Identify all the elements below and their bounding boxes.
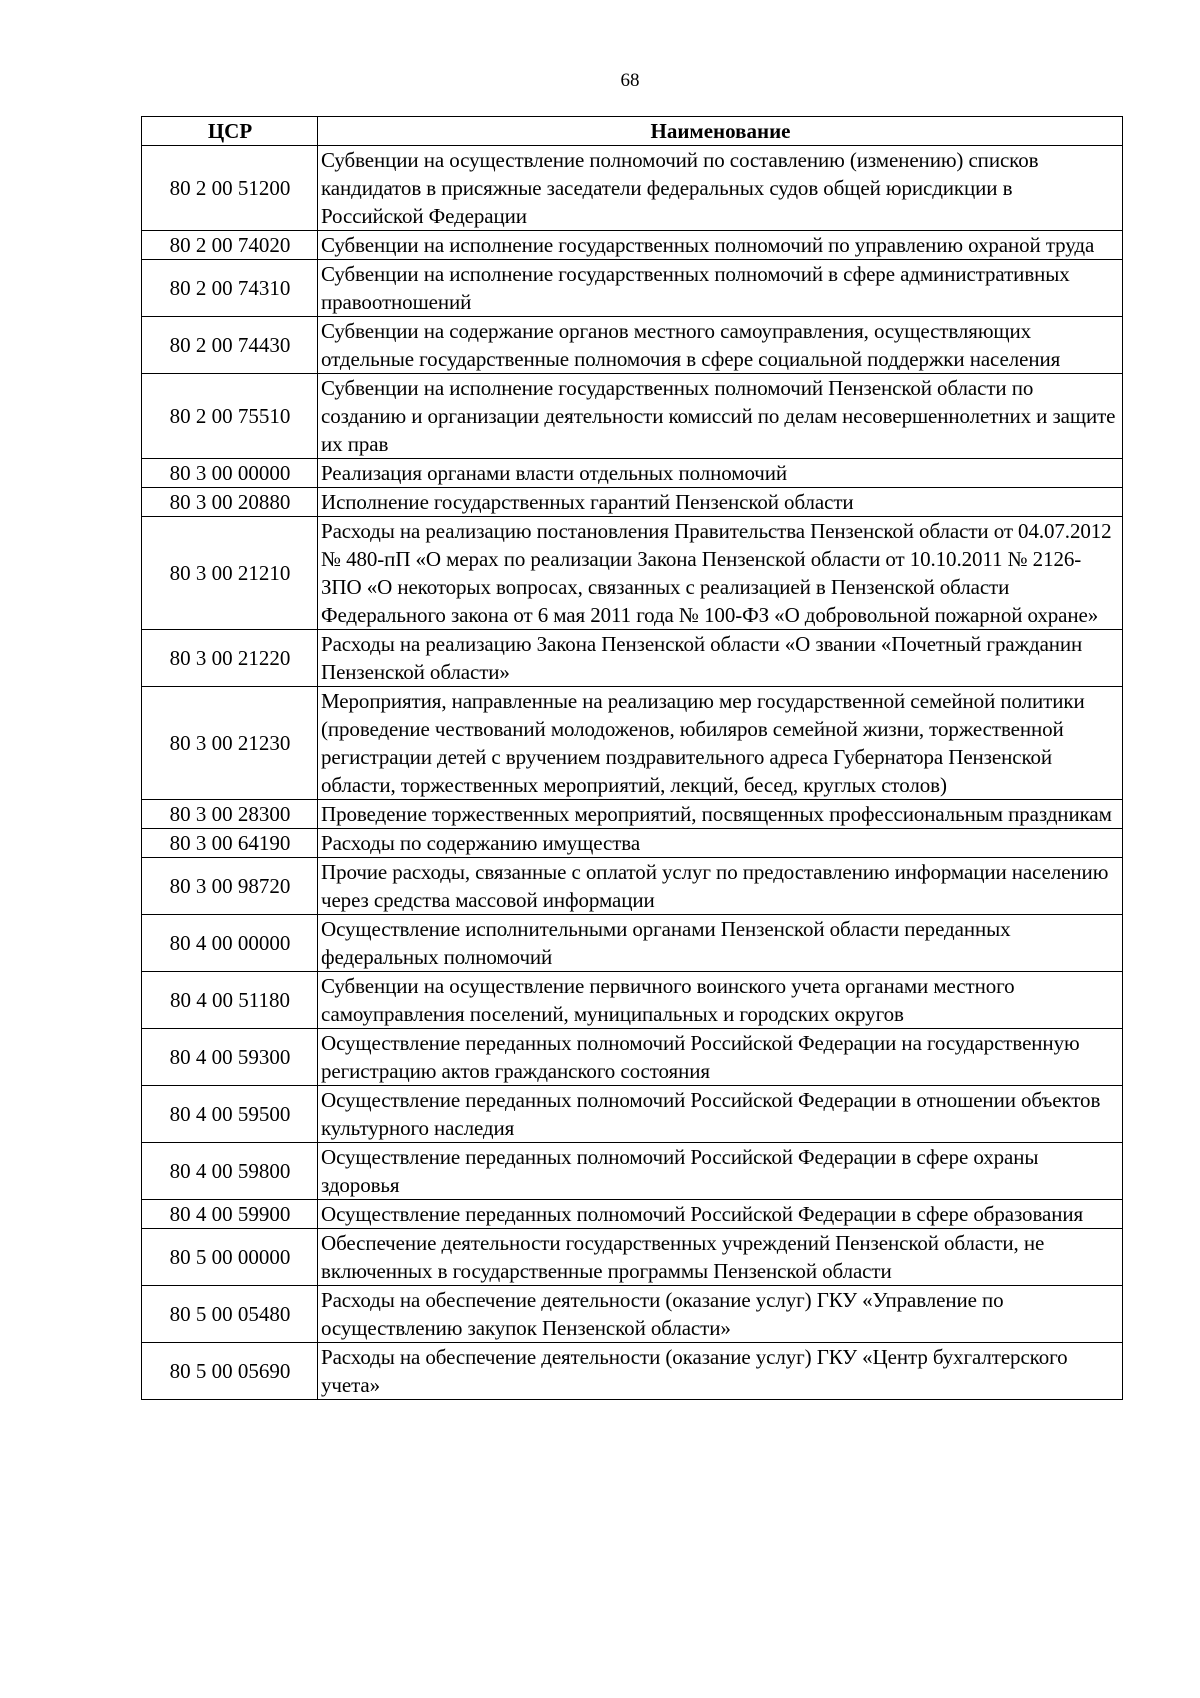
table-row (142, 1029, 1123, 1086)
table-row (142, 630, 1123, 687)
table-row (142, 317, 1123, 374)
row-code-cell: 80 2 00 74020 (142, 231, 318, 260)
row-name-cell: Реализация органами власти отдельных полномочий (318, 459, 1123, 488)
table-row (142, 488, 1123, 517)
row-name-cell: Расходы по содержанию имущества (318, 829, 1123, 858)
row-name-cell: Расходы на обеспечение деятельности (оказание услуг) ГКУ «Управление по осуществлению закупок Пензенской области» (318, 1286, 1123, 1343)
table-header-row (142, 117, 1123, 146)
row-name-cell: Субвенции на исполнение государственных полномочий в сфере административных правоотношений (318, 260, 1123, 317)
table-row (142, 231, 1123, 260)
row-code-cell: 80 4 00 00000 (142, 915, 318, 972)
table-row (142, 517, 1123, 630)
table-row (142, 260, 1123, 317)
row-name-cell: Субвенции на осуществление полномочий по составлению (изменению) списков кандидатов в присяжные заседатели федеральных судов общей юрисдикции в Российской Федерации (318, 146, 1123, 231)
row-code-cell: 80 5 00 05480 (142, 1286, 318, 1343)
row-name-cell: Осуществление переданных полномочий Российской Федерации на государственную регистрацию актов гражданского состояния (318, 1029, 1123, 1086)
table-body (142, 146, 1123, 1400)
table-row (142, 800, 1123, 829)
row-code-cell: 80 2 00 74310 (142, 260, 318, 317)
row-name-cell: Расходы на обеспечение деятельности (оказание услуг) ГКУ «Центр бухгалтерского учета» (318, 1343, 1123, 1400)
table-row (142, 374, 1123, 459)
page-number: 68 (620, 70, 640, 91)
row-code-cell: 80 2 00 75510 (142, 374, 318, 459)
column-header-code: ЦСР (142, 117, 318, 146)
table-row (142, 1086, 1123, 1143)
table-row (142, 1229, 1123, 1286)
row-code-cell: 80 5 00 05690 (142, 1343, 318, 1400)
row-code-cell: 80 3 00 00000 (142, 459, 318, 488)
table-row (142, 459, 1123, 488)
row-code-cell: 80 4 00 59800 (142, 1143, 318, 1200)
row-name-cell: Расходы на реализацию постановления Правительства Пензенской области от 04.07.2012 № 480-пП «О мерах по реализации Закона Пензенской области от 10.10.2011 № 2126-ЗПО «О некоторых вопросах, связанных с реализацией в Пензенской области Федерального закона от 6 мая 2011 года № 100-ФЗ «О добровольной пожарной охране» (318, 517, 1123, 630)
table-row (142, 858, 1123, 915)
row-name-cell: Обеспечение деятельности государственных учреждений Пензенской области, не включенных в государственные программы Пензенской области (318, 1229, 1123, 1286)
row-name-cell: Субвенции на осуществление первичного воинского учета органами местного самоуправления поселений, муниципальных и городских округов (318, 972, 1123, 1029)
row-code-cell: 80 5 00 00000 (142, 1229, 318, 1286)
row-code-cell: 80 4 00 59900 (142, 1200, 318, 1229)
table-row (142, 915, 1123, 972)
row-code-cell: 80 4 00 59300 (142, 1029, 318, 1086)
row-name-cell: Субвенции на исполнение государственных полномочий Пензенской области по созданию и организации деятельности комиссий по делам несовершеннолетних и защите их прав (318, 374, 1123, 459)
table-row (142, 687, 1123, 800)
row-code-cell: 80 3 00 28300 (142, 800, 318, 829)
row-code-cell: 80 3 00 21210 (142, 517, 318, 630)
table-row (142, 1343, 1123, 1400)
row-name-cell: Субвенции на содержание органов местного самоуправления, осуществляющих отдельные государственные полномочия в сфере социальной поддержки населения (318, 317, 1123, 374)
row-name-cell: Расходы на реализацию Закона Пензенской области «О звании «Почетный гражданин Пензенской области» (318, 630, 1123, 687)
row-code-cell: 80 3 00 64190 (142, 829, 318, 858)
row-code-cell: 80 3 00 20880 (142, 488, 318, 517)
table-row (142, 1143, 1123, 1200)
row-name-cell: Осуществление исполнительными органами Пензенской области переданных федеральных полномочий (318, 915, 1123, 972)
row-name-cell: Осуществление переданных полномочий Российской Федерации в отношении объектов культурного наследия (318, 1086, 1123, 1143)
table-row (142, 146, 1123, 231)
row-code-cell: 80 3 00 21220 (142, 630, 318, 687)
row-name-cell: Прочие расходы, связанные с оплатой услуг по предоставлению информации населению через средства массовой информации (318, 858, 1123, 915)
table-row (142, 1200, 1123, 1229)
budget-classification-table (141, 116, 1123, 1400)
row-code-cell: 80 3 00 98720 (142, 858, 318, 915)
row-name-cell: Осуществление переданных полномочий Российской Федерации в сфере образования (318, 1200, 1123, 1229)
row-name-cell: Проведение торжественных мероприятий, посвященных профессиональным праздникам (318, 800, 1123, 829)
table-row (142, 1286, 1123, 1343)
row-name-cell: Исполнение государственных гарантий Пензенской области (318, 488, 1123, 517)
column-header-name: Наименование (318, 117, 1123, 146)
row-code-cell: 80 3 00 21230 (142, 687, 318, 800)
row-code-cell: 80 2 00 51200 (142, 146, 318, 231)
table-row (142, 829, 1123, 858)
row-code-cell: 80 4 00 51180 (142, 972, 318, 1029)
row-code-cell: 80 4 00 59500 (142, 1086, 318, 1143)
row-name-cell: Осуществление переданных полномочий Российской Федерации в сфере охраны здоровья (318, 1143, 1123, 1200)
row-name-cell: Субвенции на исполнение государственных полномочий по управлению охраной труда (318, 231, 1123, 260)
row-name-cell: Мероприятия, направленные на реализацию мер государственной семейной политики (проведение чествований молодоженов, юбиляров семейной жизни, торжественной регистрации детей с вручением поздравительного адреса Губернатора Пензенской области, торжественных мероприятий, лекций, бесед, круглых столов) (318, 687, 1123, 800)
table-row (142, 972, 1123, 1029)
row-code-cell: 80 2 00 74430 (142, 317, 318, 374)
